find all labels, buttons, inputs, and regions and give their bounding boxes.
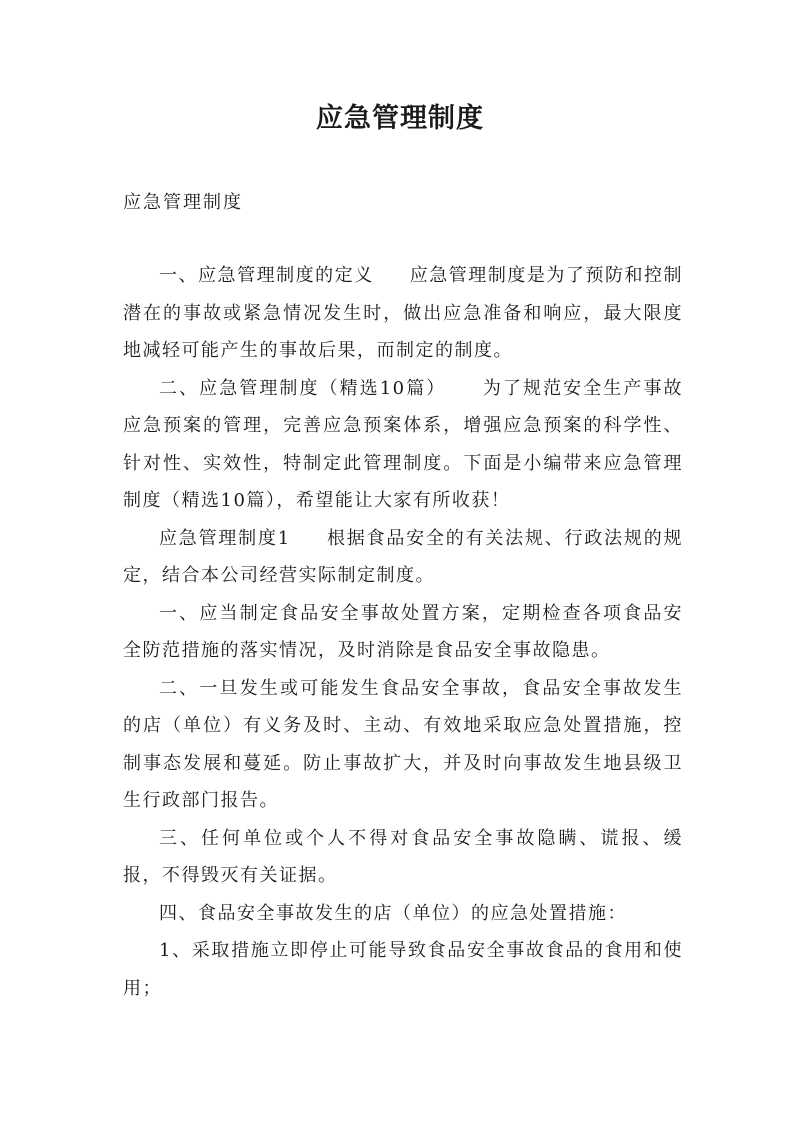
paragraph-text: 为了规范安全生产事故应急预案的管理，完善应急预案体系，增强应急预案的科学性、针对性、实效性，特制定此管理制度。下面是小编带来应急管理制度（精选10篇），希望能让大家有所收获！ [123, 377, 684, 511]
paragraph-intro [123, 370, 683, 520]
document-subtitle: 应急管理制度 [123, 192, 243, 213]
paragraph-lead: 二、应急管理制度（精选10篇） [159, 377, 447, 399]
paragraph-item-4: 四、食品安全事故发生的店（单位）的应急处置措施： [159, 902, 627, 924]
paragraph-lead: 应急管理制度1 [159, 527, 291, 549]
paragraph-text: 应急管理制度是为了预防和控制潜在的事故或紧急情况发生时，做出应急准备和响应，最大限度地减轻可能产生的事故后果，而制定的制度。 [123, 265, 683, 361]
paragraph-subitem-1: 1、采取措施立即停止可能导致食品安全事故食品的食用和使用； [123, 940, 683, 999]
paragraph-text: 根据食品安全的有关法规、行政法规的规定，结合本公司经营实际制定制度。 [123, 527, 684, 586]
paragraph-lead: 一、应急管理制度的定义 [159, 265, 374, 286]
paragraph-item-1: 一、应当制定食品安全事故处置方案，定期检查各项食品安全防范措施的落实情况，及时消除是食品安全事故隐患。 [123, 602, 683, 661]
paragraph-definition [123, 257, 683, 370]
paragraph-item-2: 二、一旦发生或可能发生食品安全事故，食品安全事故发生的店（单位）有义务及时、主动、有效地采取应急处置措施，控制事态发展和蔓延。防止事故扩大，并及时向事故发生地县级卫生行政部门报告。 [123, 677, 683, 811]
paragraph-system-1 [123, 520, 683, 595]
document-body [123, 257, 683, 1007]
document-title: 应急管理制度 [316, 103, 484, 134]
paragraph-item-3: 三、任何单位或个人不得对食品安全事故隐瞒、谎报、缓报，不得毁灭有关证据。 [123, 827, 683, 886]
